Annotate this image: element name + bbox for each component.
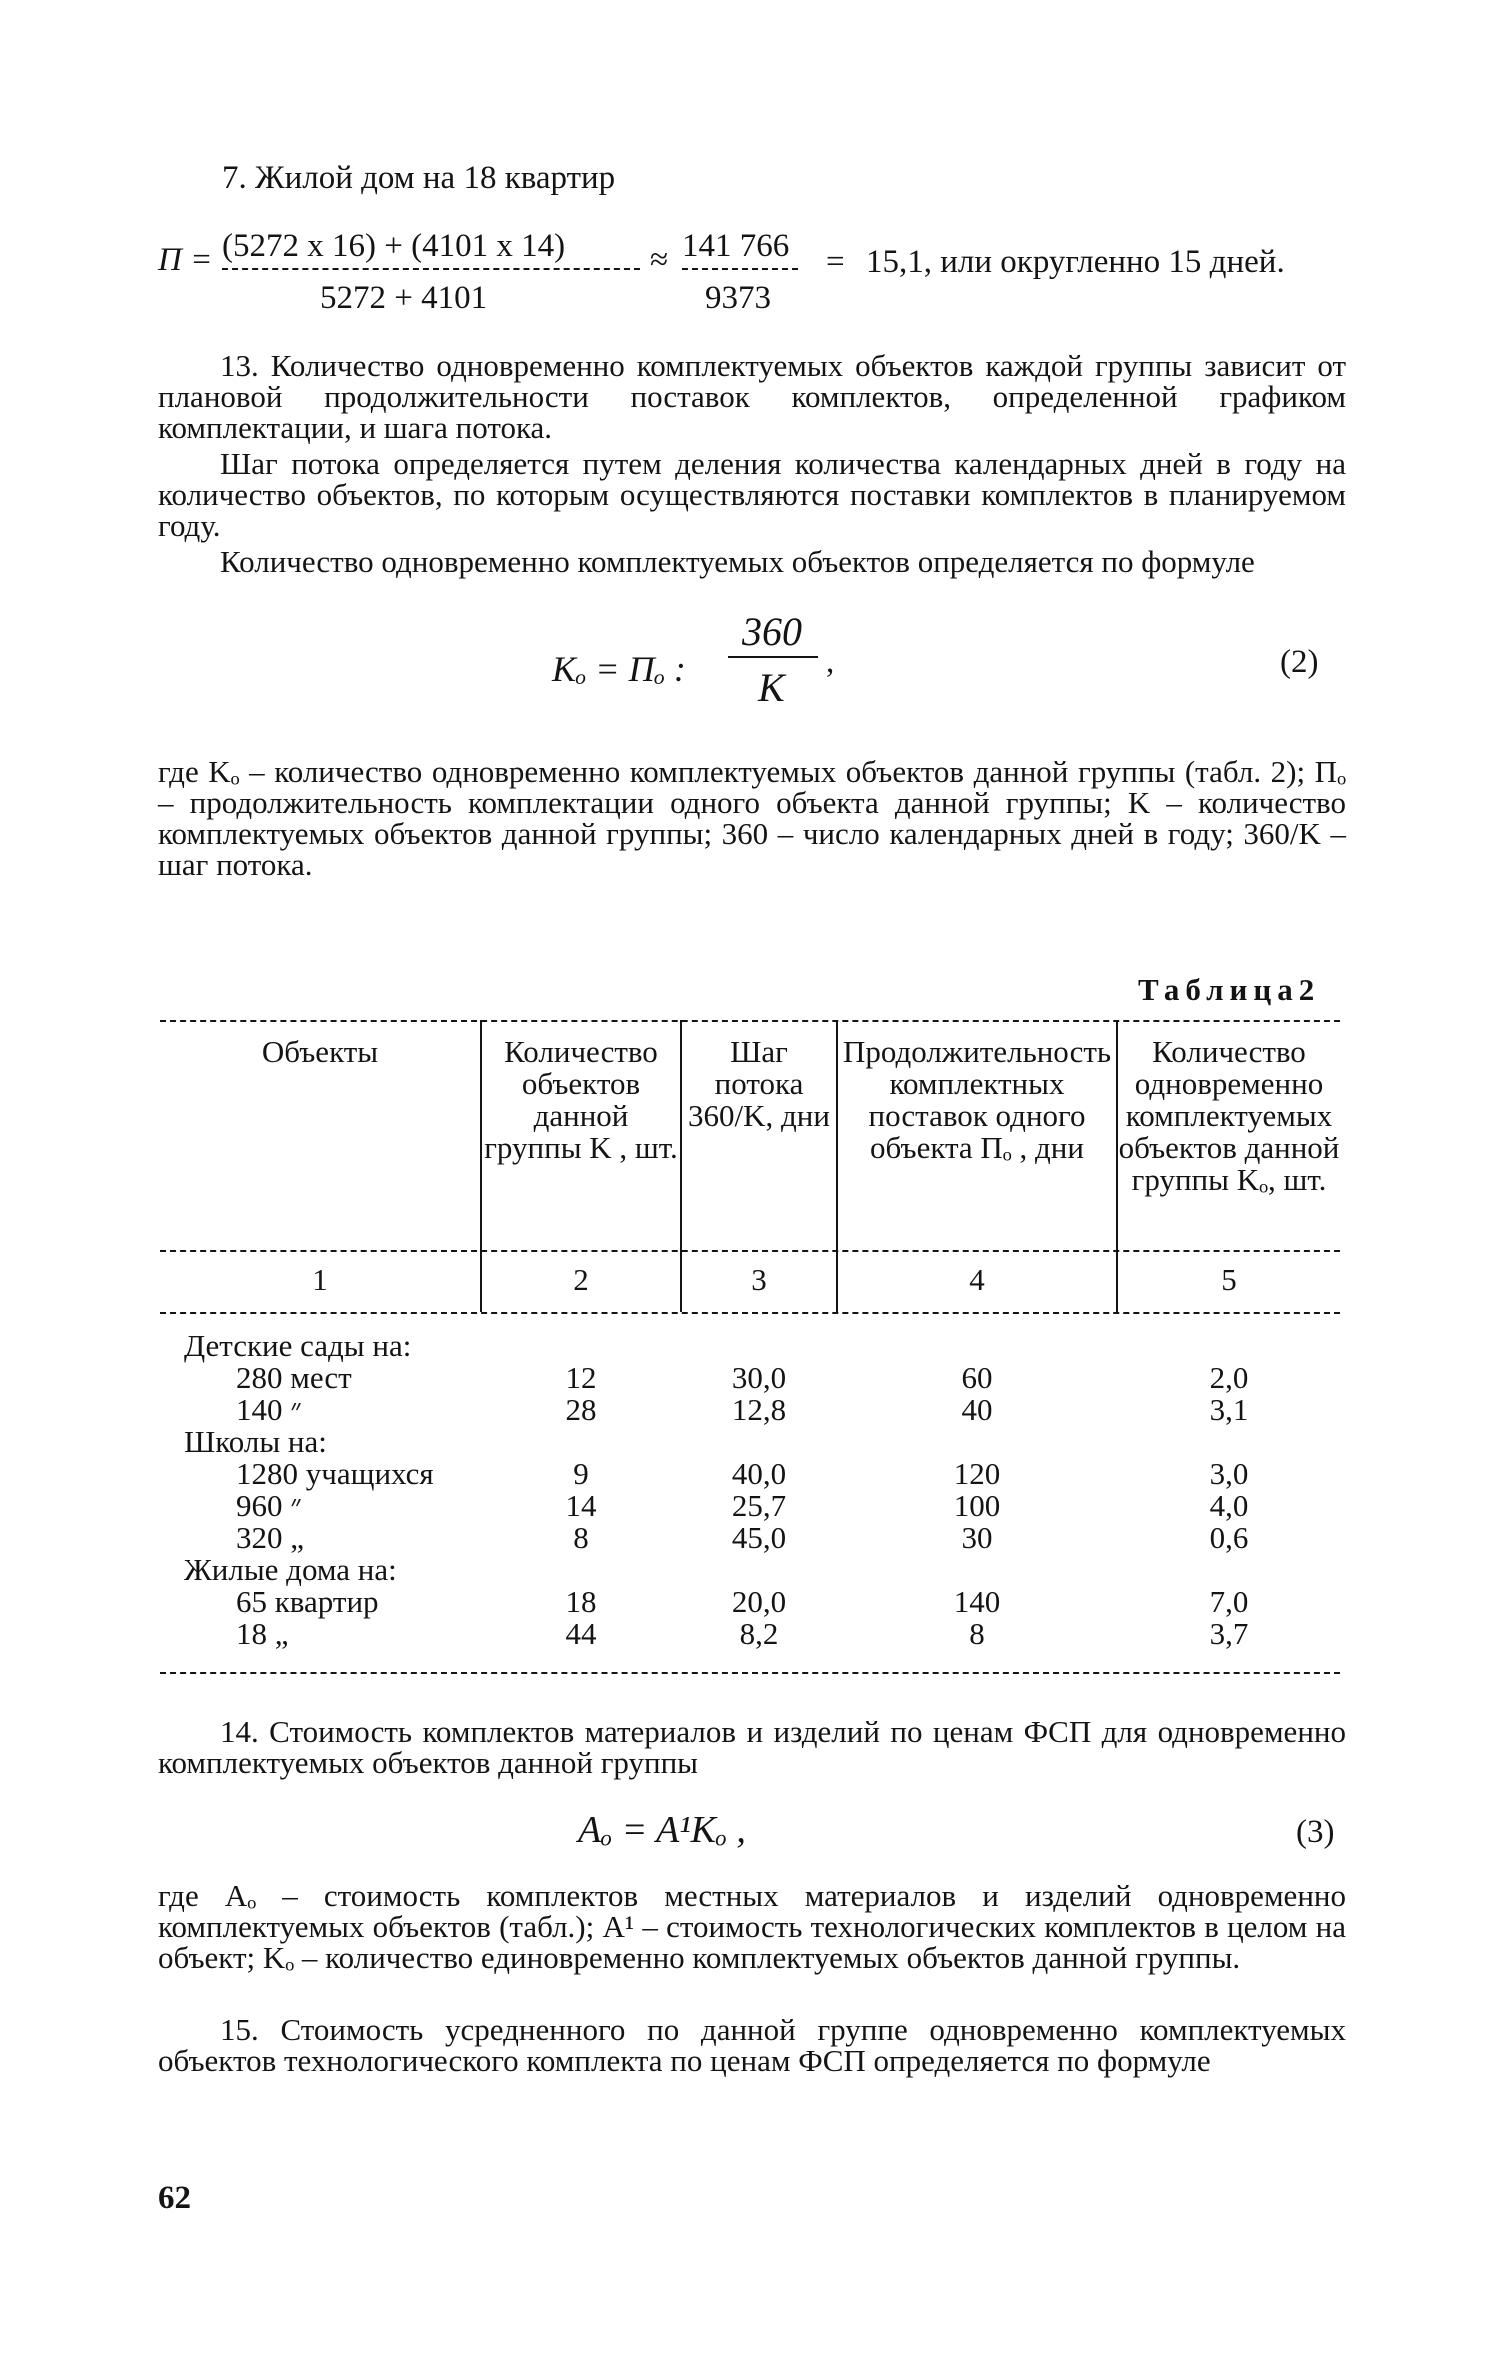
table-cell: 2,0 [1209,1360,1249,1395]
table-cell: 3,7 [1209,1616,1249,1651]
table-caption: Таблица2 [1138,972,1321,1007]
section-13-paragraph-3: Количество одновременно комплектуемых объектов определяется по формуле [220,544,1255,579]
table-cell: 28 [565,1392,597,1427]
section-15-text: 15. Стоимость усредненного по данной группе одновременно комплектуемых объектов технологического комплекта по ценам ФСП определяется по формуле [158,2012,1346,2078]
table-cell: 8 [573,1520,589,1555]
table-header-objects: Объекты [261,1034,379,1069]
formula-2-comma: , [826,644,835,680]
table-cell: 30,0 [731,1360,787,1395]
table-cell: 0,6 [1209,1520,1249,1555]
section-7-title: 7. Жилой дом на 18 квартир [222,160,616,196]
table-cell: 44 [565,1616,597,1651]
table-row-object: 320 „ [236,1520,305,1555]
formula-2-number: (2) [1280,644,1319,680]
formula-1-approx: ≈ [650,242,669,278]
table-cell: 9 [573,1456,589,1491]
table-row-object: 18 „ [236,1616,289,1651]
formula-1-equals: = [826,244,845,280]
formula-2-explanation [158,756,1346,880]
table-group-heading: Детские сады на: [184,1328,412,1363]
table-row-object: 65 квартир [236,1584,379,1619]
section-13 [158,350,1346,577]
table-cell: 45,0 [731,1520,787,1555]
table-header-count: Количество объектов данной группы K , шт. [484,1034,678,1165]
table-cell: 8 [969,1616,985,1651]
formula-2-denominator: K [758,665,785,710]
table-header-rule [160,1250,1340,1252]
table-header-simultaneous: Количество одновременно комплектуемых объектов данной группы Kₒ, шт. [1118,1034,1340,1197]
table-cell: 3,0 [1209,1456,1249,1491]
formula-2-fraction-bar [728,656,818,658]
page-number: 62 [158,2180,191,2216]
table-cell: 60 [961,1360,993,1395]
formula-2-numerator: 360 [742,609,802,654]
table-col-number-4: 4 [969,1262,985,1297]
formula-1-denominator: 5272 + 4101 [320,280,488,316]
table-cell: 100 [953,1488,1001,1523]
table-cell: 12,8 [731,1392,787,1427]
table-row-object: 1280 учащихся [236,1456,434,1491]
formula-1-lhs: П = [158,242,213,278]
section-13-paragraph-1: 13. Количество одновременно комплектуемых объектов каждой группы зависит от плановой продолжительности поставок комплектов, определенной графиком комплектации, и шага потока. [158,348,1346,445]
table-cell: 14 [565,1488,597,1523]
table-cell: 40 [961,1392,993,1427]
table-cell: 3,1 [1209,1392,1249,1427]
table-col-number-5: 5 [1221,1262,1237,1297]
formula-1-numerator-2: 141 766 [682,228,790,264]
table-row-object: 140 ״ [236,1392,303,1427]
table-cell: 12 [565,1360,597,1395]
table-cell: 8,2 [739,1616,779,1651]
section-14 [158,1716,1346,1778]
formula-1-denominator-2: 9373 [705,280,771,316]
table-cell: 7,0 [1209,1584,1249,1619]
table-cell: 18 [565,1584,597,1619]
table-col-number-1: 1 [312,1262,328,1297]
formula-1-result: 15,1, или округленно 15 дней. [866,244,1285,280]
table-cell: 4,0 [1209,1488,1249,1523]
table-cell: 20,0 [731,1584,787,1619]
table-cell: 30 [961,1520,993,1555]
table-top-rule [160,1020,1340,1022]
table-group-heading: Школы на: [184,1424,327,1459]
formula-1-numerator: (5272 х 16) + (4101 х 14) [222,228,566,264]
section-13-paragraph-2: Шаг потока определяется путем деления количества календарных дней в году на количество объектов, по которым осуществляются поставки комплектов в планируемом году. [158,446,1346,543]
formula-3-explanation-text: где Aₒ – стоимость комплектов местных материалов и изделий одновременно комплектуемых объектов (табл.); A¹ – стоимость технологических комплектов в целом на объект; Kₒ – количество единовременно комплектуемых объектов данной группы. [158,1878,1346,1975]
formula-3-explanation [158,1880,1346,1973]
table-cell: 120 [953,1456,1001,1491]
table-header-step: Шаг потока 360/K, дни [688,1034,830,1133]
section-14-text: 14. Стоимость комплектов материалов и изделий по ценам ФСП для одновременно комплектуемых объектов данной группы [158,1714,1346,1780]
formula-1-fraction-bar-2 [682,268,798,270]
table-group-heading: Жилые дома на: [184,1552,397,1587]
formula-2-explanation-text: где Kₒ – количество одновременно комплектуемых объектов данной группы (табл. 2); Пₒ – продолжительность комплектации одного объекта данной группы; K – количество комплектуемых объектов данной группы; 360 – число календарных дней в году; 360/K – шаг потока. [158,754,1346,882]
table-header-duration: Продолжительность комплектных поставок одного объекта Пₒ , дни [842,1034,1112,1165]
formula-1-fraction-bar [222,268,640,270]
table-col-number-2: 2 [573,1262,589,1297]
table-cell: 40,0 [731,1456,787,1491]
section-15 [158,2014,1346,2076]
formula-2-lhs: Kₒ = Пₒ : [552,649,686,689]
table-numbers-rule [160,1312,1340,1314]
table-row-object: 960 ״ [236,1488,303,1523]
table-row-object: 280 мест [236,1360,352,1395]
table-cell: 140 [953,1584,1001,1619]
table-cell: 25,7 [731,1488,787,1523]
table-col-number-3: 3 [751,1262,767,1297]
table-bottom-rule [160,1672,1340,1674]
formula-3: Aₒ = A¹Kₒ , [578,1809,746,1851]
formula-3-number: (3) [1296,1814,1335,1850]
